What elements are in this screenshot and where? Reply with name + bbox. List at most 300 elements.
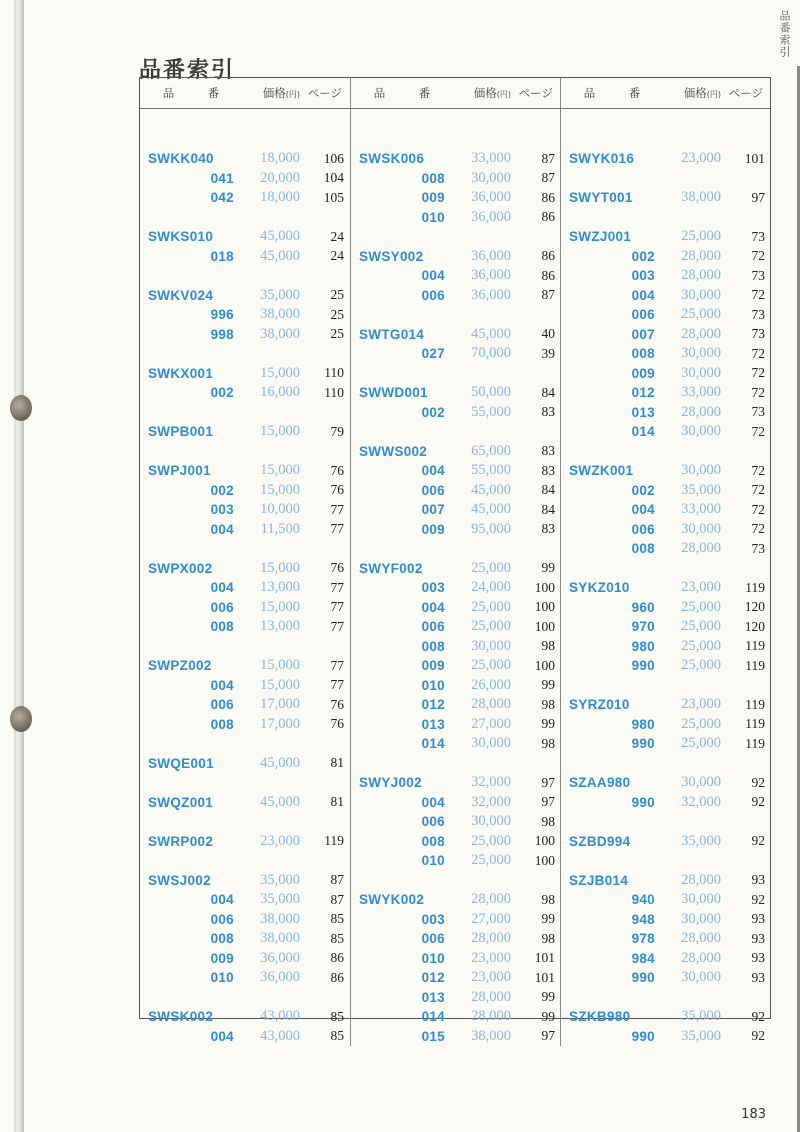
- page-reference: 99: [541, 1008, 555, 1024]
- page-reference: 77: [330, 657, 344, 673]
- table-row: [140, 325, 350, 345]
- part-number: SWYF002: [359, 560, 423, 576]
- price: 27,000: [471, 715, 511, 732]
- group-spacer: [351, 422, 560, 442]
- table-row: [561, 247, 770, 267]
- page-reference: 81: [330, 794, 344, 810]
- table-row: [140, 227, 350, 247]
- table-row: [561, 481, 770, 501]
- price: 28,000: [471, 1008, 511, 1025]
- table-row: [561, 617, 770, 637]
- page-reference: 72: [751, 365, 765, 381]
- table-row: [140, 715, 350, 735]
- group-spacer: [561, 169, 770, 189]
- page-reference: 98: [541, 638, 555, 654]
- part-number: SWZK001: [569, 463, 634, 479]
- page-reference: 100: [534, 657, 555, 673]
- page-reference: 77: [330, 618, 344, 634]
- page-reference: 86: [330, 950, 344, 966]
- table-row: [140, 793, 350, 813]
- price: 30,000: [681, 345, 721, 362]
- part-number: 004: [631, 502, 655, 518]
- table-row: [140, 617, 350, 637]
- price: 25,000: [471, 852, 511, 869]
- table-row: [351, 208, 560, 228]
- page-reference: 24: [330, 228, 344, 244]
- price: 55,000: [471, 403, 511, 420]
- price: 32,000: [681, 793, 721, 810]
- price: 33,000: [471, 150, 511, 167]
- page-reference: 98: [541, 735, 555, 751]
- table-row: [561, 598, 770, 618]
- page-reference: 87: [330, 891, 344, 907]
- table-row: [351, 442, 560, 462]
- page-reference: 77: [330, 579, 344, 595]
- part-number: 990: [631, 658, 655, 674]
- index-column-3: [560, 109, 770, 1046]
- page-reference: 98: [541, 813, 555, 829]
- page-reference: 72: [751, 384, 765, 400]
- group-spacer: [140, 344, 350, 364]
- table-row: [351, 383, 560, 403]
- page-reference: 86: [541, 189, 555, 205]
- table-row: [561, 266, 770, 286]
- table-row: [140, 754, 350, 774]
- part-number: 014: [421, 1009, 445, 1025]
- page-reference: 76: [330, 716, 344, 732]
- part-number: 006: [421, 287, 445, 303]
- table-row: [351, 149, 560, 169]
- table-row: [561, 968, 770, 988]
- price: 23,000: [681, 579, 721, 596]
- table-row: [351, 832, 560, 852]
- price: 35,000: [681, 1008, 721, 1025]
- table-row: [140, 305, 350, 325]
- page-reference: 83: [541, 462, 555, 478]
- price: 25,000: [681, 637, 721, 654]
- table-row: [140, 383, 350, 403]
- part-number: 004: [631, 287, 655, 303]
- price: 35,000: [260, 891, 300, 908]
- price: 45,000: [260, 754, 300, 771]
- page-reference: 97: [541, 794, 555, 810]
- price: 33,000: [681, 384, 721, 401]
- part-number: SYKZ010: [569, 580, 630, 596]
- table-row: [140, 949, 350, 969]
- page-reference: 81: [330, 755, 344, 771]
- price: 30,000: [471, 169, 511, 186]
- part-number: 996: [210, 307, 234, 323]
- part-number: 006: [421, 619, 445, 635]
- part-number: SYRZ010: [569, 697, 630, 713]
- part-number: 010: [421, 950, 445, 966]
- part-number: 003: [631, 268, 655, 284]
- page-reference: 110: [324, 384, 344, 400]
- part-number: SWPZ002: [148, 658, 212, 674]
- part-number: 990: [631, 794, 655, 810]
- page-reference: 100: [534, 599, 555, 615]
- page-reference: 76: [330, 482, 344, 498]
- part-number: SWSY002: [359, 248, 424, 264]
- group-spacer: [140, 442, 350, 462]
- price: 17,000: [260, 696, 300, 713]
- part-number: 948: [631, 911, 655, 927]
- part-number: 006: [631, 521, 655, 537]
- price: 23,000: [260, 832, 300, 849]
- price: 32,000: [471, 793, 511, 810]
- price: 32,000: [471, 774, 511, 791]
- page-reference: 100: [534, 833, 555, 849]
- part-number: SWSK002: [148, 1009, 214, 1025]
- page-reference: 93: [751, 911, 765, 927]
- page-reference: 83: [541, 521, 555, 537]
- group-spacer: [140, 266, 350, 286]
- price: 15,000: [260, 462, 300, 479]
- price: 28,000: [681, 247, 721, 264]
- part-number: SWZJ001: [569, 229, 632, 245]
- part-number: SZJB014: [569, 872, 629, 888]
- page-reference: 72: [751, 482, 765, 498]
- part-number: 014: [421, 736, 445, 752]
- page-reference: 100: [534, 579, 555, 595]
- page-reference: 99: [541, 989, 555, 1005]
- price: 45,000: [471, 481, 511, 498]
- table-row: [351, 637, 560, 657]
- part-number: 008: [210, 931, 234, 947]
- price: 30,000: [681, 364, 721, 381]
- part-number: SWPX002: [148, 560, 213, 576]
- part-number: 015: [421, 1028, 445, 1044]
- price: 43,000: [260, 1027, 300, 1044]
- price: 50,000: [471, 384, 511, 401]
- page-reference: 72: [751, 462, 765, 478]
- page-number: 183: [741, 1107, 766, 1122]
- header-part-number: 品 番: [373, 86, 431, 100]
- part-number: 012: [421, 970, 445, 986]
- binder-ring: [10, 706, 32, 732]
- group-spacer: [351, 305, 560, 325]
- page-reference: 92: [751, 794, 765, 810]
- page-reference: 119: [745, 716, 765, 732]
- table-row: [351, 676, 560, 696]
- part-number: 002: [631, 248, 655, 264]
- price: 43,000: [260, 1008, 300, 1025]
- page-reference: 79: [330, 423, 344, 439]
- part-number: 004: [421, 463, 445, 479]
- group-spacer: [140, 637, 350, 657]
- price: 25,000: [471, 832, 511, 849]
- table-row: [351, 500, 560, 520]
- page-reference: 93: [751, 969, 765, 985]
- part-number: 006: [421, 814, 445, 830]
- table-row: [140, 890, 350, 910]
- part-number: SWKS010: [148, 229, 214, 245]
- price: 30,000: [471, 813, 511, 830]
- page-reference: 87: [541, 170, 555, 186]
- group-spacer: [140, 539, 350, 559]
- part-number: 004: [210, 580, 234, 596]
- price: 45,000: [260, 247, 300, 264]
- part-number: 018: [210, 248, 234, 264]
- table-row: [140, 656, 350, 676]
- group-spacer: [140, 734, 350, 754]
- part-number: 003: [421, 911, 445, 927]
- part-number: 010: [210, 970, 234, 986]
- table-row: [140, 247, 350, 267]
- table-row: [561, 403, 770, 423]
- group-spacer: [140, 851, 350, 871]
- index-column-2: [350, 109, 560, 1046]
- part-number: 004: [210, 892, 234, 908]
- group-spacer: [351, 871, 560, 891]
- group-spacer: [351, 539, 560, 559]
- table-row: [140, 1027, 350, 1047]
- table-row: [561, 929, 770, 949]
- part-number: 010: [421, 677, 445, 693]
- price: 23,000: [681, 150, 721, 167]
- price: 28,000: [681, 871, 721, 888]
- page-reference: 93: [751, 950, 765, 966]
- price: 95,000: [471, 520, 511, 537]
- group-spacer: [561, 208, 770, 228]
- page-title: 品番索引: [139, 57, 236, 83]
- page-reference: 72: [751, 501, 765, 517]
- page-reference: 24: [330, 248, 344, 264]
- part-number: 006: [421, 482, 445, 498]
- page-reference: 87: [541, 287, 555, 303]
- header-column: [350, 78, 560, 108]
- price: 15,000: [260, 481, 300, 498]
- table-row: [351, 578, 560, 598]
- header-part-number: 品 番: [162, 86, 220, 100]
- part-number: 002: [421, 404, 445, 420]
- table-row: [561, 325, 770, 345]
- price: 25,000: [681, 715, 721, 732]
- price: 28,000: [471, 891, 511, 908]
- part-number: 003: [421, 580, 445, 596]
- table-row: [140, 929, 350, 949]
- table-row: [351, 461, 560, 481]
- table-row: [561, 500, 770, 520]
- page-reference: 105: [323, 189, 344, 205]
- price: 25,000: [681, 598, 721, 615]
- page-reference: 93: [751, 872, 765, 888]
- page-reference: 72: [751, 248, 765, 264]
- page-reference: 101: [534, 969, 555, 985]
- table-row: [351, 520, 560, 540]
- group-spacer: [561, 754, 770, 774]
- page-reference: 97: [541, 1028, 555, 1044]
- page-reference: 87: [330, 872, 344, 888]
- header-price: 価格(円): [262, 86, 300, 100]
- price: 25,000: [681, 228, 721, 245]
- table-row: [140, 598, 350, 618]
- table-row: [351, 890, 560, 910]
- price: 28,000: [681, 930, 721, 947]
- table-row: [140, 695, 350, 715]
- price: 28,000: [681, 540, 721, 557]
- header-page: ページ: [518, 86, 553, 100]
- table-row: [351, 793, 560, 813]
- price: 10,000: [260, 501, 300, 518]
- page-reference: 85: [330, 1028, 344, 1044]
- part-number: SWSJ002: [148, 872, 211, 888]
- page-reference: 86: [541, 267, 555, 283]
- group-spacer: [140, 208, 350, 228]
- page-reference: 98: [541, 930, 555, 946]
- part-number: 002: [210, 385, 234, 401]
- page-reference: 77: [330, 677, 344, 693]
- table-row: [561, 910, 770, 930]
- price: 28,000: [681, 325, 721, 342]
- table-row: [351, 968, 560, 988]
- page-reference: 99: [541, 560, 555, 576]
- price: 35,000: [681, 481, 721, 498]
- table-row: [561, 1027, 770, 1047]
- price: 35,000: [681, 832, 721, 849]
- part-number: 006: [210, 599, 234, 615]
- page-reference: 76: [330, 462, 344, 478]
- part-number: 006: [210, 697, 234, 713]
- part-number: SWSK006: [359, 151, 425, 167]
- page-reference: 92: [751, 833, 765, 849]
- group-spacer: [140, 403, 350, 423]
- table-row: [561, 949, 770, 969]
- part-number: 984: [631, 950, 655, 966]
- table-row: [561, 520, 770, 540]
- page-reference: 72: [751, 287, 765, 303]
- part-number: SZAA980: [569, 775, 631, 791]
- table-row: [140, 559, 350, 579]
- page-reference: 98: [541, 696, 555, 712]
- table-row: [140, 169, 350, 189]
- price: 35,000: [260, 871, 300, 888]
- price: 18,000: [260, 189, 300, 206]
- part-number: 008: [421, 833, 445, 849]
- page-reference: 25: [330, 306, 344, 322]
- table-row: [561, 227, 770, 247]
- header-page: ページ: [728, 86, 763, 100]
- table-row: [561, 890, 770, 910]
- price: 18,000: [260, 150, 300, 167]
- price: 20,000: [260, 169, 300, 186]
- price: 30,000: [471, 735, 511, 752]
- price: 30,000: [681, 969, 721, 986]
- table-row: [561, 734, 770, 754]
- header-price: 価格(円): [473, 86, 511, 100]
- page-reference: 119: [745, 735, 765, 751]
- table-row: [351, 949, 560, 969]
- part-number: 980: [631, 716, 655, 732]
- page-reference: 83: [541, 443, 555, 459]
- price: 30,000: [681, 423, 721, 440]
- page-reference: 76: [330, 696, 344, 712]
- table-row: [351, 481, 560, 501]
- part-number: 008: [210, 716, 234, 732]
- table-row: [351, 715, 560, 735]
- table-row: [140, 364, 350, 384]
- price: 36,000: [260, 949, 300, 966]
- header-page: ページ: [307, 86, 342, 100]
- part-number: 940: [631, 892, 655, 908]
- table-row: [140, 149, 350, 169]
- part-number: 009: [631, 365, 655, 381]
- page-reference: 73: [751, 306, 765, 322]
- table-row: [351, 169, 560, 189]
- price: 25,000: [681, 306, 721, 323]
- part-number: 008: [631, 346, 655, 362]
- price: 24,000: [471, 579, 511, 596]
- table-row: [140, 832, 350, 852]
- page-reference: 73: [751, 404, 765, 420]
- table-row: [351, 266, 560, 286]
- header-price: 価格(円): [683, 86, 721, 100]
- page-reference: 97: [751, 189, 765, 205]
- table-row: [140, 910, 350, 930]
- price: 36,000: [471, 286, 511, 303]
- page-reference: 99: [541, 716, 555, 732]
- part-number: 027: [421, 346, 445, 362]
- page-reference: 87: [541, 150, 555, 166]
- page-reference: 85: [330, 911, 344, 927]
- table-row: [561, 305, 770, 325]
- page-reference: 86: [330, 969, 344, 985]
- part-number: 004: [421, 599, 445, 615]
- price: 36,000: [260, 969, 300, 986]
- part-number: 990: [631, 736, 655, 752]
- page-reference: 100: [534, 618, 555, 634]
- price: 30,000: [681, 891, 721, 908]
- page-reference: 86: [541, 209, 555, 225]
- price: 15,000: [260, 598, 300, 615]
- part-number: 041: [210, 170, 234, 186]
- page-reference: 84: [541, 501, 555, 517]
- page-reference: 84: [541, 384, 555, 400]
- price: 30,000: [681, 520, 721, 537]
- part-number: 010: [421, 209, 445, 225]
- price: 28,000: [471, 696, 511, 713]
- part-number: 006: [421, 931, 445, 947]
- part-number: 013: [421, 716, 445, 732]
- price: 25,000: [471, 559, 511, 576]
- page-reference: 119: [745, 638, 765, 654]
- part-number: 004: [210, 677, 234, 693]
- price: 25,000: [471, 618, 511, 635]
- part-number: 009: [421, 521, 445, 537]
- group-spacer: [561, 442, 770, 462]
- price: 15,000: [260, 657, 300, 674]
- table-row: [351, 598, 560, 618]
- group-spacer: [561, 988, 770, 1008]
- page-reference: 99: [541, 911, 555, 927]
- part-number: SWYK016: [569, 151, 635, 167]
- page-reference: 86: [541, 248, 555, 264]
- price: 28,000: [681, 267, 721, 284]
- table-row: [561, 832, 770, 852]
- table-row: [351, 325, 560, 345]
- table-row: [561, 793, 770, 813]
- part-number: SWKV024: [148, 287, 214, 303]
- binder-ring: [10, 395, 32, 421]
- price: 28,000: [471, 930, 511, 947]
- table-row: [561, 695, 770, 715]
- price: 15,000: [260, 559, 300, 576]
- group-spacer: [561, 851, 770, 871]
- part-number: SZBD994: [569, 833, 631, 849]
- price: 36,000: [471, 208, 511, 225]
- table-row: [140, 500, 350, 520]
- page-reference: 98: [541, 891, 555, 907]
